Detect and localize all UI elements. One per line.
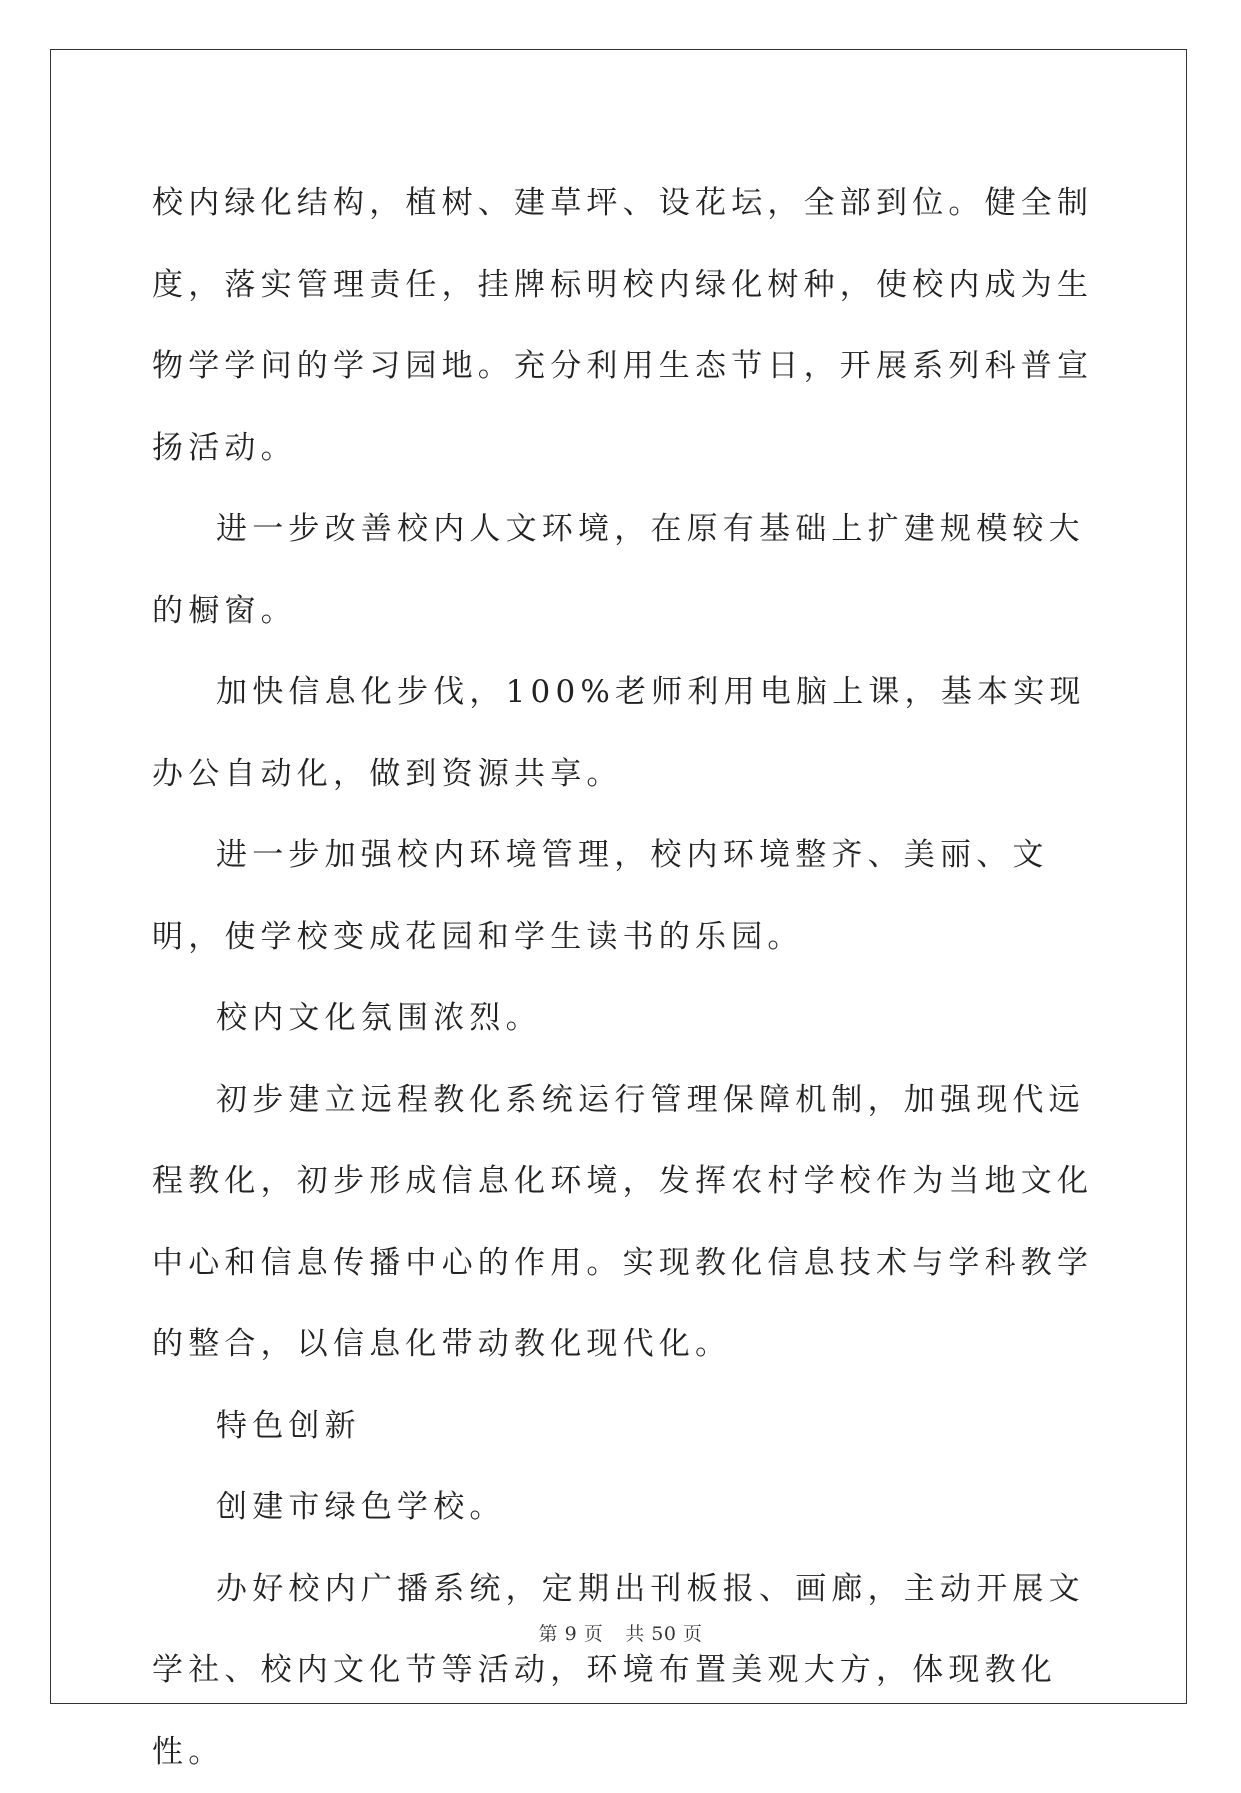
paragraph: 校内文化氛围浓烈。 [152,978,1098,1060]
paragraph: 初步建立远程教化系统运行管理保障机制，加强现代远程教化，初步形成信息化环境，发挥农村学校作为当地文化中心和信息传播中心的作用。实现教化信息技术与学科教学的整合，以信息化带动教化现代化。 [152,1060,1098,1386]
paragraph: 进一步加强校内环境管理，校内环境整齐、美丽、文明，使学校变成花园和学生读书的乐园。 [152,815,1098,978]
page-number: 第 9 页 [539,1623,604,1645]
paragraph: 校内绿化结构，植树、建草坪、设花坛，全部到位。健全制度，落实管理责任，挂牌标明校内绿化树种，使校内成为生物学学问的学习园地。充分利用生态节日，开展系列科普宣扬活动。 [152,163,1098,489]
paragraph: 加快信息化步伐，100%老师利用电脑上课，基本实现办公自动化，做到资源共享。 [152,652,1098,815]
paragraph: 创建市绿色学校。 [152,1467,1098,1549]
paragraph: 进一步改善校内人文环境，在原有基础上扩建规模较大的橱窗。 [152,489,1098,652]
page-total: 共 50 页 [625,1623,702,1645]
section-heading: 特色创新 [152,1386,1098,1468]
document-body [152,163,1098,1793]
paragraph: 办好校内广播系统，定期出刊板报、画廊，主动开展文学社、校内文化节等活动，环境布置美观大方，体现教化性。 [152,1549,1098,1793]
page-footer [0,1619,1241,1646]
